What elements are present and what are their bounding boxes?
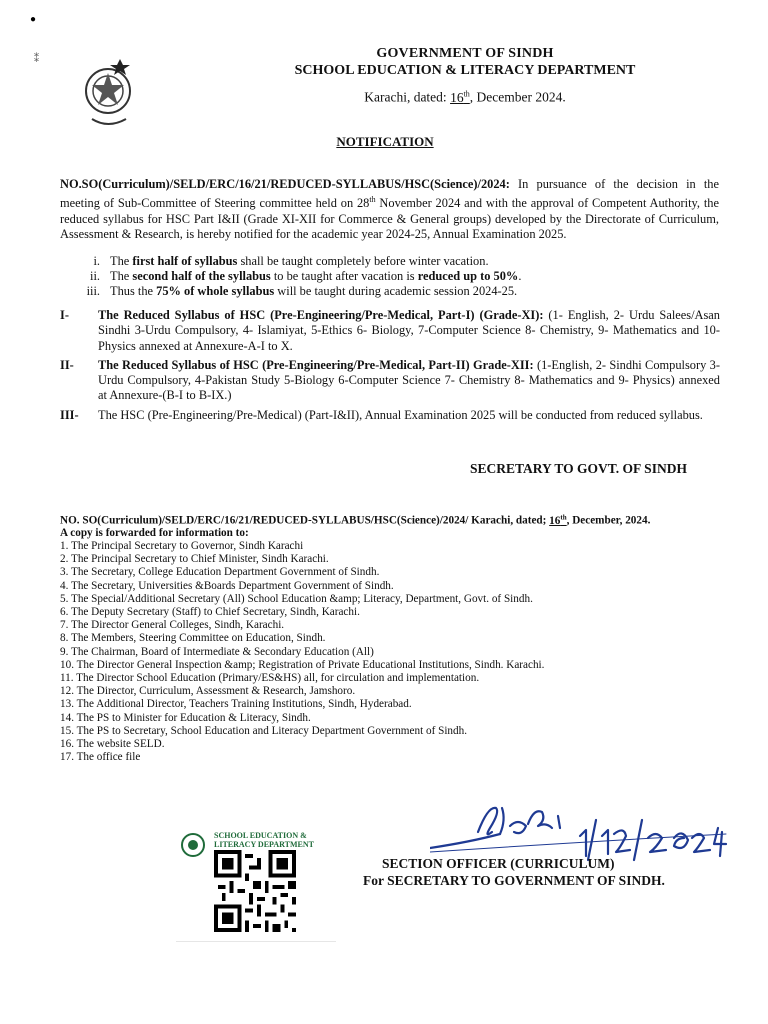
reference-number: NO.SO(Curriculum)/SELD/ERC/16/21/REDUCED-SYLLABUS/HSC(Science)/2024: xyxy=(60,177,510,191)
item-number: III- xyxy=(60,407,79,422)
list-item: 14. The PS to Minister for Education & Literacy, Sindh. xyxy=(60,711,311,724)
forward-ref-b: , December, 2024. xyxy=(566,514,651,527)
notification-title: NOTIFICATION xyxy=(336,134,434,149)
list-item: 2. The Principal Secretary to Chief Minister, Sindh Karachi. xyxy=(60,553,329,566)
item-body: (1-English, 2- Sindhi Compulsory 3-Urdu Compulsory, 4-Pakistan Study 5-Biology 6-Computer Science 7- Chemistry 8- Mathematics and 9- Physics) annexed at Annexure-(B-I to B-IX.) xyxy=(98,357,720,403)
point-pre: The xyxy=(110,254,133,268)
item-number: I- xyxy=(60,308,69,322)
letterhead xyxy=(240,46,690,106)
list-item: 13. The Additional Director, Teachers Training Institutions, Sindh, Hyderabad. xyxy=(60,698,412,711)
list-item xyxy=(60,358,720,404)
copy-recipients-list xyxy=(60,540,544,764)
intro-paragraph xyxy=(60,177,719,242)
list-item: 5. The Special/Additional Secretary (All) School Education &amp; Literacy, Department, Govt. of Sindh. xyxy=(60,592,533,605)
forwarding-reference xyxy=(60,513,650,527)
point-post: . xyxy=(518,269,522,284)
list-item: 17. The office file xyxy=(60,751,141,764)
list-item: 9. The Chairman, Board of Intermediate & Secondary Education (All) xyxy=(60,645,374,658)
point-number: i. xyxy=(93,254,100,268)
list-item: 4. The Secretary, Universities &Boards Department Government of Sindh. xyxy=(60,579,394,592)
item-text xyxy=(98,358,720,404)
stamp-line2: LITERACY DEPARTMENT xyxy=(214,840,314,849)
intro-sup: th xyxy=(369,195,376,205)
list-item: 11. The Director School Education (Primary/ES&HS) all, for circulation and implementation. xyxy=(60,672,480,685)
date-day xyxy=(450,90,470,105)
section-officer-title: SECTION OFFICER (CURRICULUM) xyxy=(382,856,615,871)
forward-ref-sup: th xyxy=(560,513,567,521)
stamp-line1: SCHOOL EDUCATION & xyxy=(214,831,307,840)
reduced-syllabus-list xyxy=(60,308,720,427)
list-item: 8. The Members, Steering Committee on Education, Sindh. xyxy=(60,632,326,645)
date-line xyxy=(240,89,690,106)
point-bold: first half of syllabus xyxy=(132,254,238,268)
list-item: 3. The Secretary, College Education Department Government of Sindh. xyxy=(60,566,380,579)
list-item xyxy=(60,308,720,354)
copy-heading: A copy is forwarded for information to: xyxy=(60,527,249,539)
list-item: 10. The Director General Inspection &amp; Registration of Private Educational Institutions, Sindh. Karachi. xyxy=(60,658,545,671)
date-suffix: , December 2024. xyxy=(469,89,566,105)
point-bold: 75% of whole syllabus xyxy=(156,284,275,299)
department-name: SCHOOL EDUCATION & LITERACY DEPARTMENT xyxy=(294,63,636,78)
government-name: GOVERNMENT OF SINDH xyxy=(376,46,554,61)
list-item xyxy=(60,408,720,423)
forward-ref-a: NO. SO(Curriculum)/SELD/ERC/16/21/REDUCED-SYLLABUS/HSC(Science)/2024/ Karachi, dated; xyxy=(60,514,550,527)
divider xyxy=(176,941,336,942)
date-day-suffix: th xyxy=(463,89,470,98)
syllabus-points-list xyxy=(60,254,720,300)
department-stamp-emblem-icon xyxy=(180,832,206,858)
sindh-government-emblem-icon xyxy=(62,45,152,135)
list-item: 16. The website SELD. xyxy=(60,738,165,751)
list-item: 1. The Principal Secretary to Governor, Sindh Karachi xyxy=(60,540,304,552)
point-text xyxy=(110,269,521,284)
scan-mark: ⁑ xyxy=(34,54,39,65)
date-day-number: 16 xyxy=(450,89,464,105)
list-item: 6. The Deputy Secretary (Staff) to Chief Secretary, Sindh, Karachi. xyxy=(60,606,360,619)
forward-ref-day xyxy=(549,515,566,527)
point-mid: to be taught after vacation is xyxy=(270,269,418,284)
item-bold: The Reduced Syllabus of HSC (Pre-Engineering/Pre-Medical, Part-II) Grade-XII: xyxy=(98,357,534,372)
item-text xyxy=(98,308,720,354)
point-post: will be taught during academic session 2024-25. xyxy=(274,284,518,299)
point-text xyxy=(110,284,517,299)
for-secretary-line: For SECRETARY TO GOVERNMENT OF SINDH. xyxy=(363,873,665,888)
forward-ref-day-number: 16 xyxy=(549,514,561,527)
item-number: II- xyxy=(60,357,74,372)
item-body: The HSC (Pre-Engineering/Pre-Medical) (Part-I&II), Annual Examination 2025 will be conducted from reduced syllabus. xyxy=(98,407,703,422)
list-item xyxy=(60,269,720,284)
point-post: shall be taught completely before winter vacation. xyxy=(237,254,489,268)
intro-text-b: November 2024 and with the approval of Competent Authority, the reduced syllabus for HSC Part I&II (Grade XI-XII for Commerce & General groups) developed by the Directorate of Curriculum, Assessment & Research, is hereby notified for the academic year 2024-25, Annual Examination 2025. xyxy=(60,196,719,242)
intro-text-a: In pursuance of the decision in the meeting of Sub-Committee of Steering committee held on 28 xyxy=(60,177,719,211)
date-prefix: Karachi, dated: xyxy=(364,89,451,105)
point-text xyxy=(110,254,489,269)
list-item xyxy=(60,254,720,269)
point-number: iii. xyxy=(86,284,100,299)
list-item: 15. The PS to Secretary, School Education and Literacy Department Government of Sindh. xyxy=(60,724,467,737)
list-item: 7. The Director General Colleges, Sindh, Karachi. xyxy=(60,619,285,632)
item-body: (1- English, 2- Urdu Salees/Asan Sindhi 3-Urdu Compulsory, 4- Islamiyat, 5-Ethics 6- Biology, 7-Computer Science 8- Chemistry, 9- Mathematics and 10- Physics annexed at Annexure-A-I to X. xyxy=(98,308,720,353)
point-bold: second half of the syllabus xyxy=(132,269,271,284)
item-bold: The Reduced Syllabus of HSC (Pre-Engineering/Pre-Medical, Part-I) (Grade-XI): xyxy=(98,308,544,322)
list-item: 12. The Director, Curriculum, Assessment & Research, Jamshoro. xyxy=(60,685,356,698)
qr-code-icon xyxy=(214,850,296,932)
point-pre: The xyxy=(110,269,133,284)
item-text xyxy=(98,408,720,423)
list-item xyxy=(60,284,720,299)
secretary-signatory: SECRETARY TO GOVT. OF SINDH xyxy=(470,461,687,476)
punch-mark: ● xyxy=(30,14,37,25)
point-bold2: reduced up to 50% xyxy=(417,269,519,284)
point-number: ii. xyxy=(90,269,100,284)
point-pre: Thus the xyxy=(110,284,157,299)
